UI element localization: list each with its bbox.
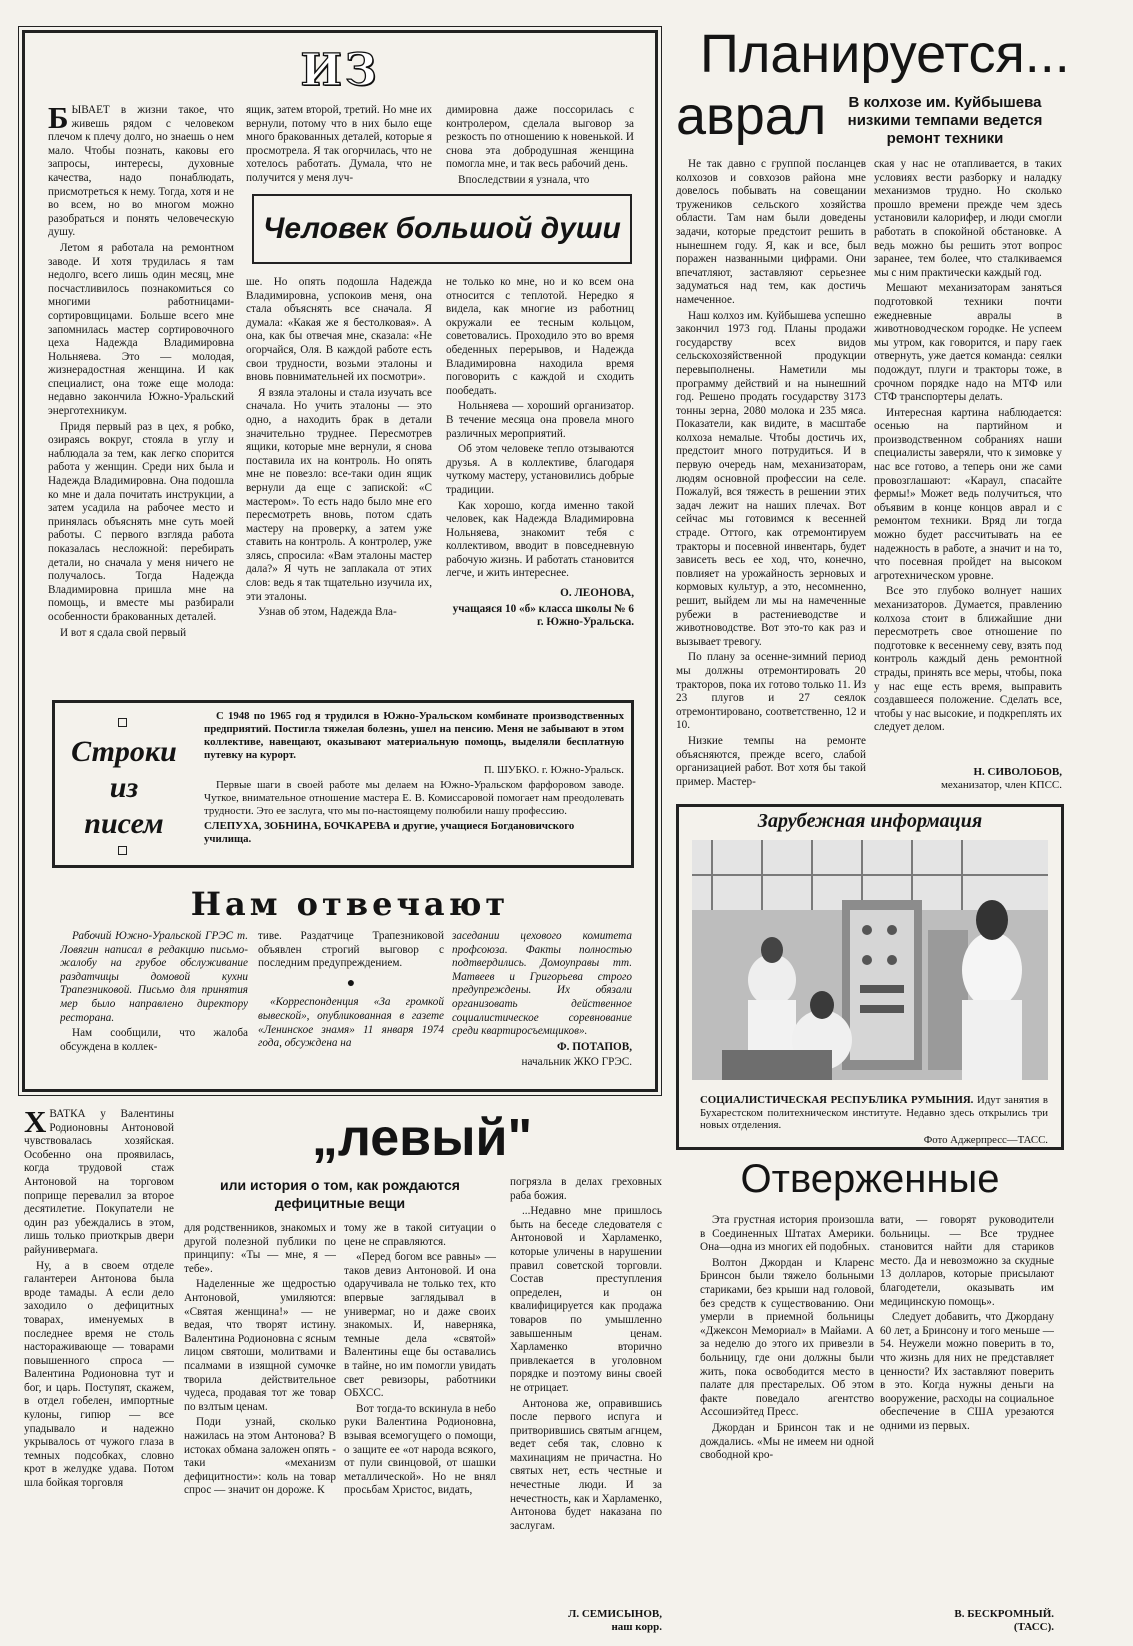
article-title-box <box>252 194 632 264</box>
letters-title <box>58 734 190 844</box>
letters-title-line-3: писем <box>84 807 164 840</box>
answers-column-1: Рабочий Южно-Уральской ГРЭС т. Ловягин написал в редакцию письмо-жалобу на грубое обслуживание раздатчицы домовой кухни Трапезниковой. Письмо для принятия мер было направлено директору ресторана. Нам сообщили, что жалоба обсуждена в коллек- <box>60 930 248 1053</box>
outcasts-signature-block <box>880 1608 1054 1638</box>
letters-corner-mark <box>118 846 127 855</box>
avral-title-line-2: аврал <box>676 86 826 146</box>
counter-title: „левый" <box>311 1109 533 1167</box>
mail-signature-role: учащаяся 10 «б» класса школы № 6 г. Южно-Уральска. <box>452 602 634 629</box>
outcasts-signature: В. БЕСКРОМНЫЙ. <box>954 1608 1054 1620</box>
mail-signature: О. ЛЕОНОВА, <box>560 587 634 600</box>
letters-corner-mark <box>118 718 127 727</box>
answers-title: Нам отвечают <box>190 885 510 923</box>
classroom-photo <box>692 840 1048 1080</box>
outcasts-column-2: вати, — говорят руководители больницы. — Все труднее становится найти для стариков место. Да и невозможно за скудные 13 долларов, которые присылают благодетели, оказывать им медицинскую помощь». Следует добавить, что Джордану 60 лет, а Бринсону и того меньше — 54. Неужели можно поверить в то, что жизнь для них не представляет ценности? Их заставляют поверить в это. Когда нужны деньги на вооружение, расходы на социальное обеспечение в США урезаются одними из первых. <box>880 1214 1054 1432</box>
letter-2-signature: СЛЕПУХА, ЗОБНИНА, БОЧКАРЕВА и другие, учащиеся Богдановичского училища. <box>204 820 575 845</box>
caption-country: СОЦИАЛИСТИЧЕСКАЯ РЕСПУБЛИКА РУМЫНИЯ. <box>700 1094 974 1106</box>
avral-title-line-1: Планируется... <box>700 24 1070 84</box>
letters-title-line-2: из <box>109 771 139 804</box>
letters-text <box>204 710 624 862</box>
counter-subtitle: или история о том, как рождаются дефицитные вещи <box>220 1177 460 1211</box>
foreign-news-title: Зарубежная информация <box>757 810 983 832</box>
mail-column-3-bottom: не только ко мне, но и ко всем она относится с теплотой. Нередко я видела, как многие из работниц окружали ее тесным кольцом, советовались. Проходило это во время обеденных перерывов, и Надежда Владимировна находила время поговорить с каждой и сходить пообедать. Нольняева — хороший организатор. В течение месяца она провела много различных мероприятий. Об этом человеке тепло отзываются друзья. А в коллективе, благодаря чуткому мастеру, установились добрые традиции. Как хорошо, когда именно такой человек, как Надежда Владимировна Нольняева, знакомит тебя с коллективом, вводит в повседневную рабочую жизнь. И работать становится легче, и жить интереснее. О. ЛЕОНОВА, учащаяся 10 «б» класса школы № 6 г. Южно-Уральска. <box>446 276 634 629</box>
article-title: Человек большой души <box>263 212 621 245</box>
counter-column-2: для родственников, знакомых и другой полезной публики по принципу: «Ты — мне, я — тебе». Наделенные же щедростью Антоновой, умиляются: «Святая женщина!» — не ведая, что творят истину. Валентина Родионовна с ясным лицом святоши, молитвами и псалмами в изящной сумочке творила действительное чудеса, продавая тот же товар по взлтым ценам. Поди узнай, сколько нажилась на этом Антонова? В истоках обмана заложен опять - таки «механизм дефицитности»: коль на товар спрос — значит он дороже. К <box>184 1222 336 1497</box>
avral-signature-block <box>874 766 1062 796</box>
answers-column-2: тиве. Раздатчице Трапезниковой объявлен строгий выговор с последним предупреждением. ● «Корреспонденция «За громкой вывеской», опубликованная в газете «Ленинское знамя» 11 января 1974 года, обсуждена на <box>258 930 444 1050</box>
bullet-dot: ● <box>346 975 356 991</box>
counter-column-4: погрязла в делах греховных раба божия. ...Недавно мне пришлось быть на беседе следователя с Антоновой и Харламенко, которые уличены в нарушении правил советской торговли. Состав преступления определен, и он квалифицируется как продажа товаров по умышленно завышенным ценам. Харламенко вторично привлекается в уголовном порядке и поэтому вины своей не отрицает. Антонова же, оправившись после первого испуга и притворившись святым агнцем, ведет себя так, словно к махинациям не причастна. Но святых нет, есть честные и нечестные люди. И за нечестность, как и Харламенко, Антонова будет наказана по заслугам. <box>510 1176 662 1532</box>
counter-column-3: тому же в такой ситуации о цене не справляются. «Перед богом все равны» — таков девиз Антоновой. И она одаручивала не только тех, кто впервые заглядывал в универмаг, но и даже своих знакомых. И, наверняка, темные дела «святой» Валентины еще бы оставались в тайне, но им помогли увидать свет ревизоры, работники ОБХСС. Вот тогда-то вскинула в небо руки Валентина Родионовна, взывая всемогущего о помощи, о защите ее «от народа всякого, от пули свинцовой, от шашки металлической». Но не внял просьбам Христос, видать, <box>344 1222 496 1497</box>
mail-column-3-top: димировна даже поссорилась с контролером, сделала выговор за резкость по отношению к новенькой. И снова эта добродушная женщина помогла мне, и так весь рабочий день. Впоследствии я узнала, что <box>446 104 634 186</box>
editorial-mail-header: ИЗ <box>300 45 380 96</box>
letter-1-signature: П. ШУБКО. г. Южно-Уральск. <box>483 764 624 776</box>
answers-signature-role: начальник ЖКО ГРЭС. <box>521 1056 632 1069</box>
avral-signature-role: механизатор, член КПСС. <box>940 779 1062 791</box>
avral-column-1: Не так давно с группой посланцев колхозов и совхозов района мне довелось побывать на совещании тружеников сельского хозяйства области. Там нам были доведены задачи, которые предстоит решить в нынешнем году. Я, как и все, был поражен названными цифрами. Они впечатляют, заставляют серьезнее задуматься над тем, как достичь намеченное. Наш колхоз им. Куйбышева успешно закончил 1973 год. Планы продажи государству всех видов сельскохозяйственной продукции перевыполнены. Наметили мы программу действий и на нынешний год. Решено продать государству 3173 тонны зерна, 2080 молока и 235 мяса. Показатели, как видите, в масштабе колхоза немалые. Чтобы достичь их, предстоит много потрудиться. И в первую очередь нам, механизаторам, людям основной профессии на селе. Пожалуй, вся тяжесть в решении этих задач лежит на наших плечах. Вот сейчас мы готовимся к весенней страде. Оттого, как отремонтируем тракторы и посевной инвентарь, будет зависеть весь ее ход, что, конечно, повлияет на урожайность зерновых и кормовых культур, а это, несомненно, решит, выйдем ли мы на намеченные рубежи в растениеводстве и животноводстве. Вот это-то как раз и вызывает тревогу. По плану за осенне-зимний период мы должны отремонтировать 20 тракторов, пока их готово только 11. Из 23 плугов и 27 сеялок отремонтировано, соответственно, 12 и 10. Низкие темпы на ремонте объясняются, прежде всего, слабой организацией работ. Вот хотя бы такой пример. Мастер- <box>676 158 866 788</box>
counter-signature-role: наш корр. <box>611 1621 662 1633</box>
counter-column-1: ХВАТКА у Валентины Родионовны Антоновой чувствовалась хозяйская. Особенно она проявилась, когда трудовой стаж Антоновой на торговом поприще перевалил за второе десятилетие. Покупатели не один раз убеждались в этом, лишь только приоткрыв двери райунивермага. Ну, а в своем отделе галантереи Антонова была вроде тамады. А если дело заходило о дефицитных товарах, именуемых в последнее время не столь настораживающе — товарами повышенного спроса — Валентина Родионовна тут и бог, и царь. Поступят, скажем, в отдел гобелен, импортные кулоны, гипюр — все упадывало и надежно укрывалось от чужого глаза в темных подсобках, словно крот в желудке удава. Потом шла бойкая торговля <box>24 1108 174 1490</box>
outcasts-signature-role: (ТАСС). <box>1013 1621 1054 1633</box>
classroom-photo-image <box>692 840 1048 1080</box>
outcasts-title: Отверженные <box>740 1157 1000 1201</box>
avral-signature: Н. СИВОЛОБОВ, <box>973 766 1062 778</box>
avral-subtitle: В колхозе им. Куйбышева низкими темпами ведется ремонт техники <box>847 94 1043 147</box>
counter-signature: Л. СЕМИСЫНОВ, <box>568 1608 662 1620</box>
letters-title-line-1: Строки <box>71 735 177 768</box>
answers-signature: Ф. ПОТАПОВ, <box>557 1040 632 1053</box>
avral-column-2: ская у нас не отапливается, в таких условиях вести разборку и наладку механизмов трудно. Но сколько прошло времени прежде чем здесь установили калорифер, и люди смогли работать в спокойной обстановке. А ведь можно бы решить этот вопрос заранее, тем более, что сталкиваемся мы с ним практически каждый год. Мешают механизаторам заняться подготовкой техники почти ежедневные авралы в животноводческом городке. Не успеем мы утром, как говорится, и пару гаек отвернуть, уже дается команда: сеялки подождут, плуги и тракторы тоже, в срочном порядке надо на МТФ или СТФ транспортеры делать. Интересная картина наблюдается: осенью на партийном и производственном собраниях наши специалисты заверяли, что к зимовке у нас все готово, а теперь они же сами провозглашают: «Караул, спасайте фермы!» Может ведь получиться, что объявим в конце концов аврал и с ремонтом техники. Вряд ли тогда можно будет рассчитывать на ее надежность в работе, а значит и на то, что посевная пройдет на высоком агротехническом уровне. Все это глубоко волнует наших механизаторов. Думается, правлению колхоза стоит в ближайшие дни пересмотреть свое отношение по подготовке к весеннему севу, взять под контроль каждый день ремонтной страды, принять все меры, чтобы, пока у нас еще есть время, выправить создавшееся положение. Сделать все, чтобы у нас высокие, и подкреплять их следует делом. <box>874 158 1062 734</box>
letter-2: Первые шаги в своей работе мы делаем на Южно-Уральском фарфоровом заводе. Чуткое, внимательное отношение мастера Е. В. Комиссаровой помогает нам преодолевать трудности. Это ее заслуга, что мы по-настоящему полюбили нашу профессию. <box>204 779 624 817</box>
mail-column-2-top: ящик, затем второй, третий. Но мне их вернули, потому что в них было еще много бракованных деталей, которые я просмотрела. Я так огорчилась, что не хотелось работать. Думала, что не получится у меня луч- <box>246 104 432 184</box>
caption-text: Идут занятия в Бухарестском политехническом институте. Недавно здесь открылись три новых отделения. <box>700 1094 1048 1132</box>
mail-column-2-bottom: ше. Но опять подошла Надежда Владимировна, успокоив меня, она стала объяснять все сначала. Я думала: «Какая же я бестолковая». А она, как бы отвечая мне, сказала: «Не огорчайся, Оля. В каждой работе есть свои трудности, возьми эталоны и вновь повнимательней их посмотри». Я взяла эталоны и стала изучать все сначала. Но учить эталоны — это одно, а находить брак в детали значительно труднее. Пересмотрев ящики, которые мне вернули, я снова поставила их на контроль. Но опять мне не повезло: все-таки один ящик вернули да еще с запиской: «С мастером». То есть надо было мне его пересмотреть вновь, потом сдать мастеру на проверку, а затем уже ставить на контроль. А контролер, уже злясь, спросила: «Вам эталоны мастер дала?» Я чуть не заплакала от этих слов: ведь я так тщательно изучила их, эти эталоны. Узнав об этом, Надежда Вла- <box>246 276 432 619</box>
letter-1: С 1948 по 1965 год я трудился в Южно-Уральском комбинате производственных предприятий. Постигла тяжелая болезнь, ушел на пенсию. Меня не забывают в этом коллективе, навещают, оказывают материальную помощь, выделяли бесплатную путевку на курорт. <box>204 710 624 761</box>
answers-column-3: заседании цехового комитета профсоюза. Факты полностью подтвердились. Домоуправы тт. Матвеев и Григорьева строго предупреждены. Их обязали организовать действенное социалистическое соревнование среди квартиросъемщиков». Ф. ПОТАПОВ, начальник ЖКО ГРЭС. <box>452 930 632 1069</box>
counter-signature-block <box>510 1608 662 1638</box>
mail-column-1: БЫВАЕТ в жизни такое, что живешь рядом с человеком плечом к плечу долго, но знаешь о нем мало. Чтобы познать, каковы его запросы, интересы, духовные качества, надо понаблюдать, присмотреться к нему. Тогда, хотя и не во всем, но во многом можно разобраться и понять человеческую душу. Летом я работала на ремонтном заводе. И хотя трудилась я там недолго, всего лишь один месяц, мне посчастливилось познакомиться со многими работницами-сортировщицами. Больше всего мне запомнилась мастер сортировочного цеха Надежда Владимировна Нольняева. Это — молодая, жизнерадостная женщина. И как специалист, она тоже еще молода: недавно закончила Южно-Уральский энерготехникум. Придя первый раз в цех, я робко, озираясь вокруг, стояла в углу и наблюдала за тем, как легко спорится работа у женщин. Среди них была и Надежда Владимировна. Она подошла ко мне и дала почитать инструкции, а затем усадила на рабочее место и принялась объяснять мне суть моей работы. С первого взгляда работа показалась несложной: перебирать детали, но сначала у меня ничего не получалось. Тогда Надежда Владимировна пришла мне на помощь, и вместе мы разбирали особенности бракованных деталей. И вот я сдала свой первый <box>48 104 234 639</box>
photo-credit: Фото Аджерпресс—ТАСС. <box>923 1133 1048 1146</box>
outcasts-column-1: Эта грустная история произошла в Соединенных Штатах Америки. Она—одна из многих ей подобных. Волтон Джордан и Кларенс Бринсон были тяжело больными стариками, без крыши над головой, без средств к существованию. Они умерли в приемной больницы «Джексон Мемориал» в Майами. А за неделю до этого их привезли в больницу, где они должны были жить, пока освободится место в палате для престарелых. Об этом факте поведало агентство Ассошиэйтед Пресс. Джордан и Бринсон так и не дождались. «Мы не имеем ни одной свободной кро- <box>700 1214 874 1462</box>
foreign-news-caption <box>700 1094 1048 1146</box>
